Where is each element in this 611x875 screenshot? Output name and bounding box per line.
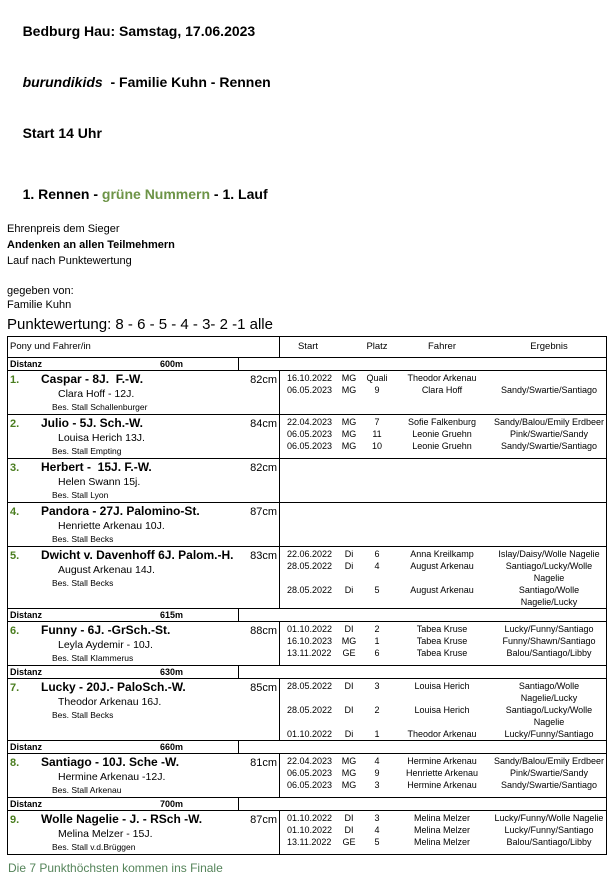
organizer-name-rest: - Familie Kuhn - Rennen — [102, 74, 271, 90]
pony-info-cell — [8, 503, 280, 546]
event-date-title — [7, 6, 606, 57]
pony-height: 83cm — [250, 550, 277, 562]
pony-row — [8, 547, 606, 609]
rider-name: Louisa Herich 13J. — [58, 432, 145, 444]
entry-platz: 11 — [372, 429, 382, 439]
row-number: 3. — [10, 462, 20, 474]
entry-date: 22.04.2023 — [287, 756, 333, 766]
result-entry — [280, 560, 606, 584]
entry-fahrer: Sofie Falkenburg — [407, 417, 477, 427]
entry-platz: 3 — [374, 681, 380, 691]
pony-name: Dwicht v. Davenhoff 6J. Palom.-H. — [41, 548, 234, 562]
entry-ergebnis: Lucky/Funny/Santiago — [504, 624, 594, 634]
row-number: 2. — [10, 418, 20, 430]
result-entry — [280, 704, 606, 728]
given-by-label: gegeben von: — [7, 285, 74, 297]
entry-ergebnis: Lucky/Funny/Wolle Nagelie — [494, 813, 604, 823]
pony-info-cell — [8, 459, 280, 502]
entry-ergebnis: Sandy/Balou/Emily Erdbeer — [493, 756, 605, 766]
pony-row — [8, 811, 606, 854]
result-entry — [280, 635, 606, 647]
pony-row — [8, 415, 606, 459]
rider-name: Helen Swann 15j. — [58, 476, 141, 488]
entry-ergebnis: Balou/Santiago/Libby — [506, 837, 592, 847]
row-number: 7. — [10, 682, 20, 694]
entry-track: DI — [344, 681, 354, 691]
entry-track: MG — [341, 441, 357, 451]
owner-name: Bes. Stall Becks — [52, 578, 114, 588]
owner-name: Bes. Stall Schallenburger — [52, 402, 148, 412]
row-number: 8. — [10, 757, 20, 769]
results-cell — [280, 459, 606, 502]
pony-name: Funny - 6J. -GrSch.-St. — [41, 623, 171, 637]
row-number: 1. — [10, 374, 20, 386]
result-entry — [280, 767, 606, 779]
entry-fahrer: Tabea Kruse — [416, 648, 468, 658]
distanz-label: Distanz — [10, 610, 43, 620]
points-scale-line: Punktewertung: 8 - 6 - 5 - 4 - 3- 2 -1 alle — [7, 316, 273, 333]
entry-platz: 9 — [374, 385, 380, 395]
distanz-row — [8, 358, 606, 371]
entry-date: 06.05.2023 — [287, 768, 333, 778]
finale-note: Die 7 Punkthöchsten kommen ins Finale — [8, 861, 223, 875]
results-cell — [280, 547, 606, 608]
race-title-post: - 1. Lauf — [210, 186, 268, 202]
entry-platz: 5 — [374, 837, 380, 847]
pony-info-cell — [8, 415, 280, 458]
entry-track: DI — [344, 825, 354, 835]
distanz-row — [8, 798, 606, 811]
pony-name: Pandora - 27J. Palomino-St. — [41, 504, 200, 518]
event-date-text: Bedburg Hau: Samstag, 17.06.2023 — [22, 23, 256, 39]
organizer-name-italic: burundikids — [22, 74, 103, 90]
distanz-empty-cell — [239, 798, 606, 810]
pony-title-line — [10, 548, 277, 563]
entry-platz: 2 — [374, 624, 380, 634]
row-number: 6. — [10, 625, 20, 637]
entry-track: MG — [341, 636, 357, 646]
header-start: Start — [297, 341, 319, 352]
entry-track: MG — [341, 373, 357, 383]
row-number: 5. — [10, 550, 20, 562]
entry-ergebnis: Sandy/Balou/Emily Erdbeer — [493, 417, 605, 427]
entry-date: 13.11.2022 — [287, 837, 332, 847]
entry-date: 28.05.2022 — [287, 681, 333, 691]
pony-row — [8, 371, 606, 415]
header-ergebnis: Ergebnis — [530, 341, 568, 352]
results-cell — [280, 371, 606, 414]
pony-name: Herbert - 15J. F.-W. — [41, 460, 152, 474]
entry-ergebnis: Santiago/Lucky/Wolle Nagelie — [505, 705, 593, 727]
result-entry — [280, 416, 606, 428]
result-entry — [280, 584, 606, 608]
distanz-box — [8, 609, 239, 621]
result-entry — [280, 623, 606, 635]
entry-fahrer: Theodor Arkenau — [407, 373, 477, 383]
pony-name: Lucky - 20J.- PaloSch.-W. — [41, 680, 186, 694]
distanz-label: Distanz — [10, 359, 43, 369]
entry-date: 01.10.2022 — [287, 825, 333, 835]
entry-ergebnis: Santiago/Lucky/Wolle Nagelie — [505, 561, 593, 583]
entry-ergebnis: Lucky/Funny/Santiago — [504, 729, 594, 739]
result-entry — [280, 779, 606, 791]
distanz-box — [8, 741, 239, 753]
row-number: 4. — [10, 506, 20, 518]
event-organizer-title — [7, 57, 606, 108]
entry-track: MG — [341, 756, 357, 766]
entry-ergebnis: Sandy/Swartie/Santiago — [500, 385, 598, 395]
entry-track: MG — [341, 429, 357, 439]
distanz-label: Distanz — [10, 667, 43, 677]
event-start-time-text: Start 14 Uhr — [22, 125, 102, 141]
entry-fahrer: Theodor Arkenau — [407, 729, 477, 739]
race-prize-line: Ehrenpreis dem Sieger — [7, 223, 120, 235]
results-cell — [280, 754, 606, 797]
pony-height: 82cm — [250, 462, 277, 474]
distanz-row — [8, 609, 606, 622]
result-entry — [280, 440, 606, 452]
entry-track: Di — [344, 585, 354, 595]
pony-name: Julio - 5J. Sch.-W. — [41, 416, 144, 430]
entry-track: MG — [341, 768, 357, 778]
race-title-pre: 1. Rennen - — [22, 186, 102, 202]
entry-track: MG — [341, 780, 357, 790]
distanz-empty-cell — [239, 741, 606, 753]
pony-title-line — [10, 504, 277, 519]
entry-ergebnis: Funny/Shawn/Santiago — [502, 636, 596, 646]
race-scoring-line: Lauf nach Punktewertung — [7, 255, 132, 267]
entry-date: 01.10.2022 — [287, 813, 333, 823]
entry-fahrer: Hermine Arkenau — [407, 780, 477, 790]
entry-fahrer: Tabea Kruse — [416, 624, 468, 634]
result-entry — [280, 755, 606, 767]
distanz-value: 660m — [160, 742, 184, 752]
entry-track: DI — [344, 624, 354, 634]
entry-fahrer: Anna Kreilkamp — [410, 549, 474, 559]
header-fahrer: Fahrer — [428, 341, 456, 352]
pony-row — [8, 679, 606, 741]
entry-ergebnis: Lucky/Funny/Santiago — [504, 825, 594, 835]
entry-date: 13.11.2022 — [287, 648, 332, 658]
pony-info-cell — [8, 811, 280, 854]
rider-name: August Arkenau 14J. — [58, 564, 155, 576]
pony-info-cell — [8, 371, 280, 414]
result-entry — [280, 680, 606, 704]
entry-ergebnis: Santiago/Wolle Nagelie/Lucky — [518, 585, 580, 607]
pony-row — [8, 459, 606, 503]
pony-title-line — [10, 680, 277, 695]
entry-date: 01.10.2022 — [287, 624, 333, 634]
entry-platz: 5 — [374, 585, 380, 595]
entry-track: DI — [344, 813, 354, 823]
entry-platz: 9 — [374, 768, 380, 778]
distanz-value: 630m — [160, 667, 184, 677]
distanz-box — [8, 666, 239, 678]
entry-platz: 1 — [374, 729, 380, 739]
entry-platz: 1 — [374, 636, 380, 646]
entry-date: 06.05.2023 — [287, 385, 333, 395]
pony-height: 82cm — [250, 374, 277, 386]
pony-info-cell — [8, 622, 280, 665]
result-entry — [280, 372, 606, 384]
entry-track: Di — [344, 729, 354, 739]
entry-platz: 6 — [374, 549, 380, 559]
distanz-box — [8, 798, 239, 810]
entry-fahrer: Melina Melzer — [413, 825, 471, 835]
owner-name: Bes. Stall Lyon — [52, 490, 109, 500]
pony-height: 81cm — [250, 757, 277, 769]
distanz-value: 700m — [160, 799, 184, 809]
entry-fahrer: Tabea Kruse — [416, 636, 468, 646]
race-title-green-numbers: grüne Nummern — [101, 186, 211, 202]
distanz-row — [8, 741, 606, 754]
pony-height: 84cm — [250, 418, 277, 430]
entry-fahrer: August Arkenau — [410, 585, 474, 595]
results-cell — [280, 415, 606, 458]
entry-ergebnis: Pink/Swartie/Sandy — [509, 429, 589, 439]
pony-height: 88cm — [250, 625, 277, 637]
rider-name: Theodor Arkenau 16J. — [58, 696, 162, 708]
entry-fahrer: Clara Hoff — [421, 385, 463, 395]
entry-fahrer: Leonie Gruehn — [412, 429, 472, 439]
pony-title-line — [10, 416, 277, 431]
results-cell — [280, 503, 606, 546]
result-entry — [280, 812, 606, 824]
entry-ergebnis: Sandy/Swartie/Santiago — [500, 780, 598, 790]
entry-platz: 3 — [374, 780, 380, 790]
entry-fahrer: Leonie Gruehn — [412, 441, 472, 451]
race-title — [7, 169, 606, 220]
entry-platz: 6 — [374, 648, 380, 658]
distanz-value: 600m — [160, 359, 184, 369]
entry-fahrer: Louisa Herich — [414, 705, 470, 715]
entry-date: 28.05.2022 — [287, 705, 333, 715]
result-entry — [280, 647, 606, 659]
distanz-box — [8, 358, 239, 370]
entry-date: 28.05.2022 — [287, 561, 333, 571]
result-entry — [280, 728, 606, 740]
entry-date: 06.05.2023 — [287, 780, 333, 790]
entry-platz: 2 — [374, 705, 380, 715]
result-entry — [280, 384, 606, 396]
rider-name: Hermine Arkenau -12J. — [58, 771, 166, 783]
entry-ergebnis — [492, 372, 606, 384]
entry-platz: 7 — [374, 417, 380, 427]
entry-date: 16.10.2023 — [287, 636, 333, 646]
entry-ergebnis: Santiago/Wolle Nagelie/Lucky — [518, 681, 580, 703]
result-entry — [280, 824, 606, 836]
rider-name: Leyla Aydemir - 10J. — [58, 639, 153, 651]
entry-fahrer: August Arkenau — [410, 561, 474, 571]
distanz-empty-cell — [239, 666, 606, 678]
event-start-time — [7, 108, 606, 159]
results-cell — [280, 811, 606, 854]
result-entry — [280, 548, 606, 560]
entry-date: 28.05.2022 — [287, 585, 333, 595]
table-header-row — [8, 337, 606, 358]
pony-row — [8, 622, 606, 666]
entry-track: MG — [341, 385, 357, 395]
entry-date: 06.05.2023 — [287, 429, 333, 439]
entry-ergebnis: Islay/Daisy/Wolle Nagelie — [498, 549, 600, 559]
table-header-right — [280, 337, 606, 357]
result-entry — [280, 836, 606, 848]
rider-name: Henriette Arkenau 10J. — [58, 520, 165, 532]
result-entry — [280, 428, 606, 440]
owner-name: Bes. Stall Klammerus — [52, 653, 134, 663]
entry-date: 01.10.2022 — [287, 729, 333, 739]
entry-fahrer: Melina Melzer — [413, 837, 471, 847]
header-pony-fahrer: Pony und Fahrer/in — [8, 337, 280, 357]
entry-track: Di — [344, 561, 354, 571]
pony-name: Wolle Nagelie - J. - RSch -W. — [41, 812, 203, 826]
distanz-empty-cell — [239, 609, 606, 621]
distanz-label: Distanz — [10, 799, 43, 809]
owner-name: Bes. Stall Empting — [52, 446, 122, 456]
rider-name: Melina Melzer - 15J. — [58, 828, 153, 840]
results-table — [7, 336, 607, 855]
entry-track: GE — [342, 837, 356, 847]
entry-platz: 10 — [371, 441, 382, 451]
race-souvenir-line: Andenken an allen Teilmehmern — [7, 239, 175, 251]
pony-title-line — [10, 623, 277, 638]
distanz-empty-cell — [239, 358, 606, 370]
entry-platz: 4 — [374, 756, 380, 766]
pony-info-cell — [8, 679, 280, 740]
pony-title-line — [10, 372, 277, 387]
entry-ergebnis: Sandy/Swartie/Santiago — [500, 441, 598, 451]
entry-fahrer: Louisa Herich — [414, 681, 470, 691]
header-platz: Platz — [366, 341, 388, 352]
entry-ergebnis: Pink/Swartie/Sandy — [509, 768, 589, 778]
pony-title-line — [10, 460, 277, 475]
results-cell — [280, 622, 606, 665]
distanz-row — [8, 666, 606, 679]
entry-fahrer: Hermine Arkenau — [407, 756, 477, 766]
entry-fahrer: Henriette Arkenau — [405, 768, 479, 778]
pony-name: Santiago - 10J. Sche -W. — [41, 755, 180, 769]
results-cell — [280, 679, 606, 740]
row-number: 9. — [10, 814, 20, 826]
table-body — [8, 358, 606, 854]
owner-name: Bes. Stall Arkenau — [52, 785, 122, 795]
pony-title-line — [10, 755, 277, 770]
entry-track: GE — [342, 648, 356, 658]
given-by-value: Familie Kuhn — [7, 299, 72, 311]
pony-name: Caspar - 8J. F.-W. — [41, 372, 144, 386]
entry-platz: 3 — [374, 813, 380, 823]
entry-platz: 4 — [374, 561, 380, 571]
entry-platz: Quali — [366, 373, 388, 383]
pony-title-line — [10, 812, 277, 827]
owner-name: Bes. Stall v.d.Brüggen — [52, 842, 136, 852]
pony-info-cell — [8, 754, 280, 797]
pony-info-cell — [8, 547, 280, 608]
pony-row — [8, 503, 606, 547]
entry-track: Di — [344, 549, 354, 559]
entry-track: MG — [341, 417, 357, 427]
entry-date: 06.05.2023 — [287, 441, 333, 451]
pony-height: 85cm — [250, 682, 277, 694]
entry-fahrer: Melina Melzer — [413, 813, 471, 823]
owner-name: Bes. Stall Becks — [52, 534, 114, 544]
entry-track: DI — [344, 705, 354, 715]
entry-date: 22.04.2023 — [287, 417, 333, 427]
entry-platz: 4 — [374, 825, 380, 835]
owner-name: Bes. Stall Becks — [52, 710, 114, 720]
pony-height: 87cm — [250, 814, 277, 826]
rider-name: Clara Hoff - 12J. — [58, 388, 135, 400]
entry-date: 16.10.2022 — [287, 373, 333, 383]
pony-row — [8, 754, 606, 798]
distanz-label: Distanz — [10, 742, 43, 752]
distanz-value: 615m — [160, 610, 184, 620]
entry-ergebnis: Balou/Santiago/Libby — [506, 648, 592, 658]
entry-date: 22.06.2022 — [287, 549, 333, 559]
pony-height: 87cm — [250, 506, 277, 518]
